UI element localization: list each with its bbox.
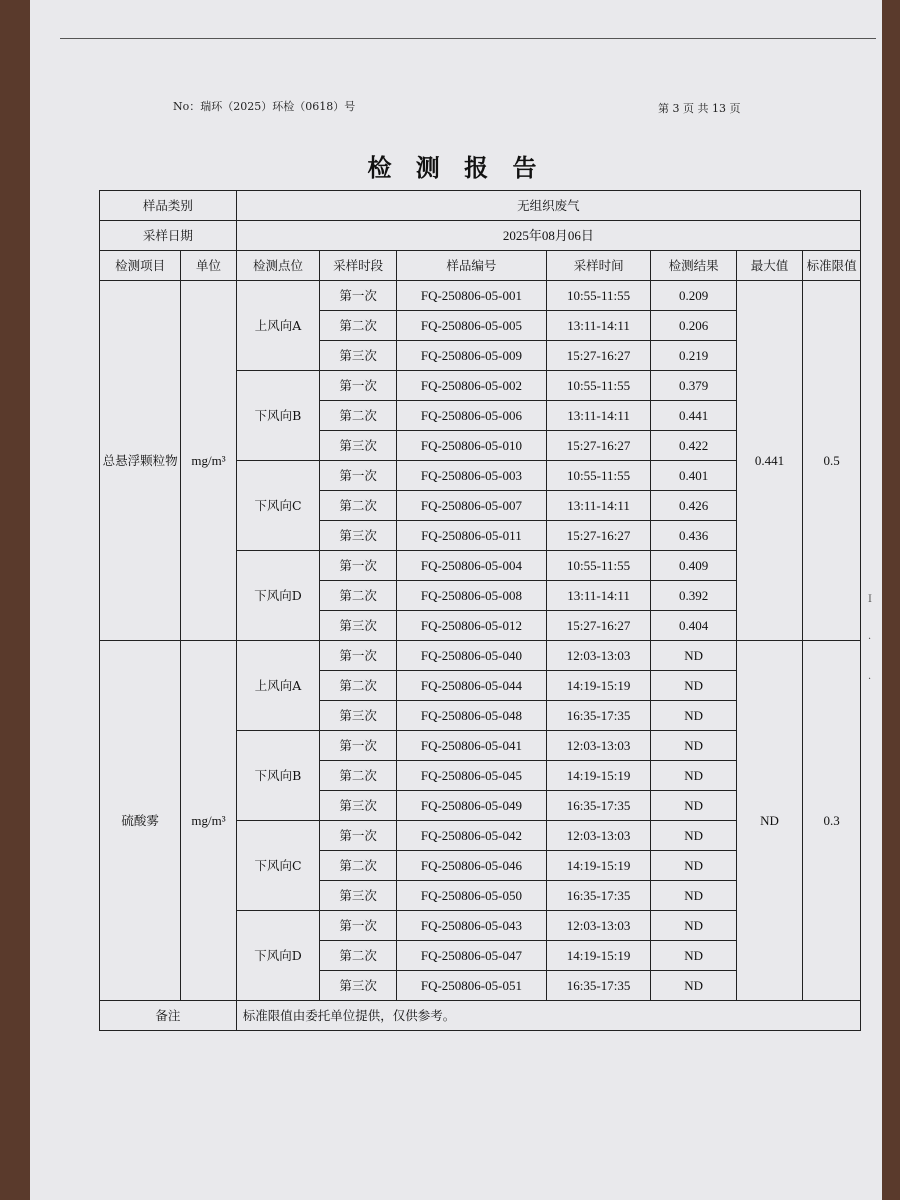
- sample-id: FQ-250806-05-047: [397, 941, 547, 971]
- sampling-period: 第三次: [320, 611, 397, 641]
- test-result: ND: [651, 731, 736, 761]
- sampling-period: 第二次: [320, 491, 397, 521]
- table-row: [100, 641, 861, 671]
- test-result: 0.219: [651, 341, 736, 371]
- sampling-time: 13:11-14:11: [546, 491, 651, 521]
- test-result: 0.436: [651, 521, 736, 551]
- sampling-period: 第二次: [320, 581, 397, 611]
- sampling-period: 第一次: [320, 461, 397, 491]
- sampling-period: 第二次: [320, 941, 397, 971]
- test-item: 硫酸雾: [100, 641, 181, 1001]
- test-result: ND: [651, 881, 736, 911]
- col-header-max: 最大值: [736, 251, 802, 281]
- remarks-label: 备注: [100, 1001, 237, 1031]
- test-result: ND: [651, 821, 736, 851]
- sampling-time: 12:03-13:03: [546, 911, 651, 941]
- remarks-row: [100, 1001, 861, 1031]
- sampling-period: 第二次: [320, 761, 397, 791]
- sampling-point: 上风向A: [236, 641, 319, 731]
- report-paper: [30, 0, 882, 1200]
- sampling-time: 13:11-14:11: [546, 401, 651, 431]
- sampling-time: 14:19-15:19: [546, 671, 651, 701]
- sampling-date-label: 采样日期: [100, 221, 237, 251]
- test-result: 0.404: [651, 611, 736, 641]
- sampling-time: 14:19-15:19: [546, 851, 651, 881]
- sample-id: FQ-250806-05-008: [397, 581, 547, 611]
- sampling-date-row: [100, 221, 861, 251]
- test-result: ND: [651, 911, 736, 941]
- sample-id: FQ-250806-05-042: [397, 821, 547, 851]
- test-result: 0.392: [651, 581, 736, 611]
- table-body: [100, 191, 861, 1031]
- sampling-period: 第二次: [320, 401, 397, 431]
- sampling-period: 第三次: [320, 521, 397, 551]
- test-item: 总悬浮颗粒物: [100, 281, 181, 641]
- sample-id: FQ-250806-05-046: [397, 851, 547, 881]
- test-result: ND: [651, 761, 736, 791]
- standard-limit: 0.5: [803, 281, 861, 641]
- sample-type-row: [100, 191, 861, 221]
- test-result: ND: [651, 641, 736, 671]
- test-result: 0.401: [651, 461, 736, 491]
- column-header-row: [100, 251, 861, 281]
- test-result: 0.379: [651, 371, 736, 401]
- sampling-time: 16:35-17:35: [546, 701, 651, 731]
- max-value: ND: [736, 641, 802, 1001]
- sampling-time: 14:19-15:19: [546, 761, 651, 791]
- col-header-sample-id: 样品编号: [397, 251, 547, 281]
- sampling-time: 16:35-17:35: [546, 881, 651, 911]
- sampling-time: 15:27-16:27: [546, 431, 651, 461]
- sampling-period: 第一次: [320, 641, 397, 671]
- test-result: ND: [651, 851, 736, 881]
- col-header-point: 检测点位: [236, 251, 319, 281]
- sample-type-value: 无组织废气: [236, 191, 860, 221]
- sampling-period: 第三次: [320, 971, 397, 1001]
- test-result: 0.441: [651, 401, 736, 431]
- sampling-time: 14:19-15:19: [546, 941, 651, 971]
- standard-limit: 0.3: [803, 641, 861, 1001]
- sampling-point: 下风向C: [236, 821, 319, 911]
- sampling-point: 下风向D: [236, 551, 319, 641]
- document-title: 检 测 报 告: [367, 153, 545, 182]
- sampling-period: 第一次: [320, 551, 397, 581]
- sampling-time: 12:03-13:03: [546, 641, 651, 671]
- results-table: [99, 190, 861, 1031]
- col-header-time: 采样时间: [546, 251, 651, 281]
- sample-id: FQ-250806-05-010: [397, 431, 547, 461]
- sample-id: FQ-250806-05-041: [397, 731, 547, 761]
- sampling-period: 第一次: [320, 821, 397, 851]
- col-header-item: 检测项目: [100, 251, 181, 281]
- sampling-time: 10:55-11:55: [546, 281, 651, 311]
- sampling-point: 上风向A: [236, 281, 319, 371]
- sampling-period: 第二次: [320, 311, 397, 341]
- sample-id: FQ-250806-05-040: [397, 641, 547, 671]
- test-result: ND: [651, 701, 736, 731]
- remarks-text: 标准限值由委托单位提供，仅供参考。: [236, 1001, 860, 1031]
- unit: mg/m³: [181, 281, 237, 641]
- report-number: No：瑞环（2025）环检（0618）号: [173, 100, 356, 113]
- sampling-time: 13:11-14:11: [546, 311, 651, 341]
- test-result: 0.206: [651, 311, 736, 341]
- sample-id: FQ-250806-05-012: [397, 611, 547, 641]
- sampling-point: 下风向C: [236, 461, 319, 551]
- test-result: 0.209: [651, 281, 736, 311]
- page-indicator: 第 3 页 共 13 页: [658, 102, 741, 115]
- test-result: 0.422: [651, 431, 736, 461]
- test-result: 0.409: [651, 551, 736, 581]
- sampling-time: 15:27-16:27: [546, 341, 651, 371]
- sampling-period: 第二次: [320, 671, 397, 701]
- sampling-time: 10:55-11:55: [546, 551, 651, 581]
- sampling-time: 12:03-13:03: [546, 821, 651, 851]
- unit: mg/m³: [181, 641, 237, 1001]
- sampling-period: 第三次: [320, 701, 397, 731]
- test-result: ND: [651, 941, 736, 971]
- sample-id: FQ-250806-05-043: [397, 911, 547, 941]
- test-result: ND: [651, 971, 736, 1001]
- sampling-point: 下风向B: [236, 731, 319, 821]
- sample-id: FQ-250806-05-009: [397, 341, 547, 371]
- sample-id: FQ-250806-05-005: [397, 311, 547, 341]
- col-header-period: 采样时段: [320, 251, 397, 281]
- sampling-time: 15:27-16:27: [546, 611, 651, 641]
- sampling-period: 第一次: [320, 911, 397, 941]
- sampling-time: 16:35-17:35: [546, 971, 651, 1001]
- max-value: 0.441: [736, 281, 802, 641]
- sampling-period: 第三次: [320, 791, 397, 821]
- sample-id: FQ-250806-05-045: [397, 761, 547, 791]
- sampling-point: 下风向D: [236, 911, 319, 1001]
- sampling-time: 10:55-11:55: [546, 371, 651, 401]
- sampling-date-value: 2025年08月06日: [236, 221, 860, 251]
- sampling-period: 第一次: [320, 371, 397, 401]
- sampling-time: 15:27-16:27: [546, 521, 651, 551]
- sample-id: FQ-250806-05-003: [397, 461, 547, 491]
- sample-id: FQ-250806-05-001: [397, 281, 547, 311]
- test-result: ND: [651, 671, 736, 701]
- sampling-time: 13:11-14:11: [546, 581, 651, 611]
- sampling-period: 第二次: [320, 851, 397, 881]
- table-row: [100, 281, 861, 311]
- sampling-time: 10:55-11:55: [546, 461, 651, 491]
- sample-id: FQ-250806-05-048: [397, 701, 547, 731]
- sample-id: FQ-250806-05-007: [397, 491, 547, 521]
- test-result: ND: [651, 791, 736, 821]
- sampling-period: 第一次: [320, 281, 397, 311]
- sample-id: FQ-250806-05-049: [397, 791, 547, 821]
- sampling-period: 第三次: [320, 341, 397, 371]
- test-result: 0.426: [651, 491, 736, 521]
- sample-id: FQ-250806-05-051: [397, 971, 547, 1001]
- sample-id: FQ-250806-05-004: [397, 551, 547, 581]
- sample-id: FQ-250806-05-011: [397, 521, 547, 551]
- sample-id: FQ-250806-05-044: [397, 671, 547, 701]
- margin-marks: I · ·: [868, 594, 872, 685]
- sampling-time: 16:35-17:35: [546, 791, 651, 821]
- sampling-time: 12:03-13:03: [546, 731, 651, 761]
- sample-id: FQ-250806-05-006: [397, 401, 547, 431]
- col-header-unit: 单位: [181, 251, 237, 281]
- col-header-result: 检测结果: [651, 251, 736, 281]
- sampling-point: 下风向B: [236, 371, 319, 461]
- sampling-period: 第一次: [320, 731, 397, 761]
- sampling-period: 第三次: [320, 881, 397, 911]
- col-header-limit: 标准限值: [803, 251, 861, 281]
- sample-id: FQ-250806-05-002: [397, 371, 547, 401]
- top-rule: [60, 38, 876, 39]
- sample-type-label: 样品类别: [100, 191, 237, 221]
- sampling-period: 第三次: [320, 431, 397, 461]
- sample-id: FQ-250806-05-050: [397, 881, 547, 911]
